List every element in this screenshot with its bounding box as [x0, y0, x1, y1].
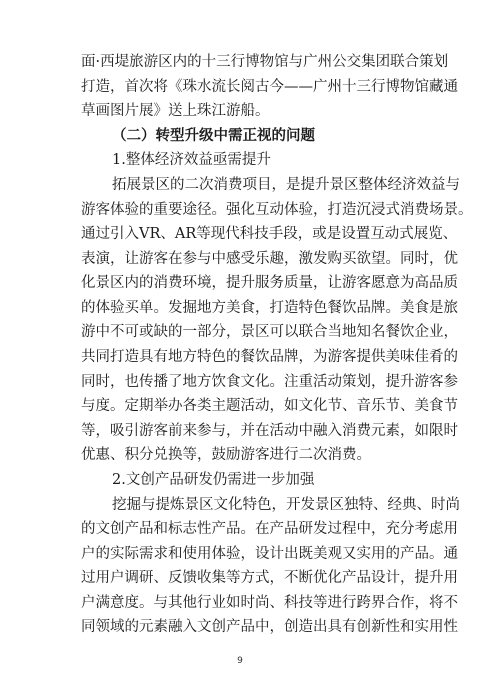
- body-text-line: 过用户调研、反馈收集等方式，不断优化产品设计，提升用: [81, 570, 458, 587]
- body-text-line: 面·西堤旅游区内的十三行博物馆与广州公交集团联合策划: [81, 54, 449, 70]
- subsection-heading: 2.文创产品研发仍需进一步加强: [112, 471, 315, 488]
- page-number: 9: [237, 656, 243, 666]
- body-text-line: 打造，首次将《珠水流长阅古今——广州十三行博物馆藏通: [81, 78, 458, 95]
- body-text-line: 游中不可或缺的一部分，景区可以联合当地知名餐饮企业，: [81, 324, 458, 341]
- body-text-line: 的文创产品和标志性产品。在产品研发过程中，充分考虑用: [81, 521, 458, 538]
- body-text-line: 拓展景区的二次消费项目，是提升景区整体经济效益与: [112, 176, 460, 193]
- body-text-line: 通过引入VR、AR等现代科技手段，或是设置互动式展览、: [81, 226, 458, 243]
- body-text-line: 的体验买单。发掘地方美食，打造特色餐饮品牌。美食是旅: [81, 299, 458, 316]
- subsection-heading: 1.整体经济效益亟需提升: [112, 152, 271, 169]
- body-text-line: 游客体验的重要途径。强化互动体验，打造沉浸式消费场景。: [81, 201, 473, 218]
- body-text-line: 化景区内的消费环境，提升服务质量，让游客愿意为高品质: [81, 275, 458, 292]
- body-text-line: 草画图片展》送上珠江游船。: [81, 103, 270, 120]
- body-text-line: 同领域的元素融入文创产品中，创造出具有创新性和实用性: [81, 619, 458, 636]
- section-heading: （二）转型升级中需正视的问题: [112, 126, 315, 144]
- body-text-line: 挖掘与提炼景区文化特色，开发景区独特、经典、时尚: [112, 496, 460, 513]
- body-text-line: 与度。定期举办各类主题活动，如文化节、音乐节、美食节: [81, 398, 458, 415]
- body-text-line: 户满意度。与其他行业如时尚、科技等进行跨界合作，将不: [81, 594, 458, 611]
- body-text-line: 户的实际需求和使用体验，设计出既美观又实用的产品。通: [81, 545, 458, 562]
- body-text-line: 表演，让游客在参与中感受乐趣，激发购买欲望。同时，优: [81, 250, 458, 267]
- body-text-line: 同时，也传播了地方饮食文化。注重活动策划，提升游客参: [81, 373, 458, 390]
- body-text-line: 优惠、积分兑换等，鼓励游客进行二次消费。: [81, 447, 371, 464]
- body-text-line: 共同打造具有地方特色的餐饮品牌，为游客提供美味佳肴的: [81, 349, 458, 365]
- body-text-line: 等，吸引游客前来参与，并在活动中融入消费元素，如限时: [81, 422, 458, 439]
